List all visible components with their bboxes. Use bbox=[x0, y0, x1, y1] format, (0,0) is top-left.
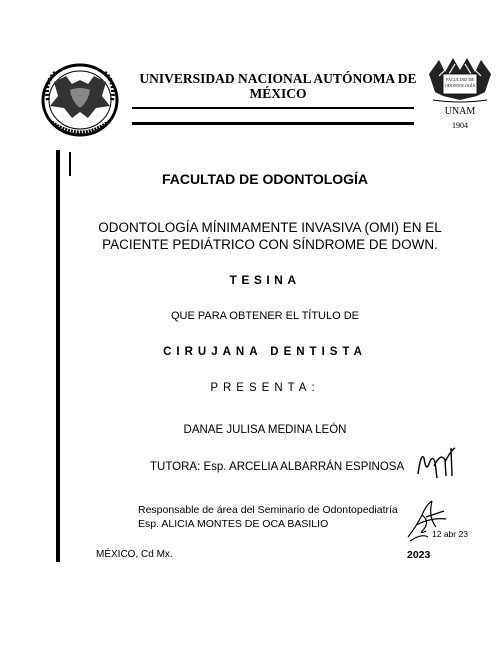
faculty-logo bbox=[425, 52, 495, 144]
degree-title: CIRUJANA DENTISTA bbox=[163, 346, 367, 358]
year-label: 2023 bbox=[407, 549, 431, 561]
tutor-signature bbox=[415, 444, 459, 482]
thesis-title-line-2: PACIENTE PEDIÁTRICO CON SÍNDROME DE DOWN. bbox=[102, 237, 438, 252]
header-rule-thick bbox=[132, 122, 414, 125]
thesis-title-line-1: ODONTOLOGÍA MÍNIMAMENTE INVASIVA (OMI) EN EL bbox=[98, 220, 442, 235]
degree-purpose: QUE PARA OBTENER EL TÍTULO DE bbox=[170, 310, 360, 322]
eagle-emblem-icon bbox=[425, 52, 495, 144]
faculty-name: FACULTAD DE ODONTOLOGÍA bbox=[161, 171, 369, 187]
logo-text-2: ODONTOLOGÍA bbox=[444, 83, 476, 88]
tutor-name: TUTORA: Esp. ARCELIA ALBARRÁN ESPINOSA bbox=[150, 461, 405, 473]
logo-text-1: FACULTAD DE bbox=[446, 77, 474, 82]
thesis-title bbox=[70, 219, 470, 253]
presents-label: PRESENTA: bbox=[210, 382, 320, 394]
header-rule-thin bbox=[132, 107, 414, 109]
signature-date: 12 abr 23 bbox=[432, 529, 468, 539]
document-type: TESINA bbox=[229, 273, 301, 287]
unam-seal-logo bbox=[40, 62, 120, 138]
city-label: MÉXICO, Cd Mx. bbox=[96, 549, 173, 560]
responsible-line-1: Responsable de área del Seminario de Odontopediatría bbox=[138, 504, 398, 516]
author-name: DANAE JULISA MEDINA LEÓN bbox=[183, 424, 347, 436]
responsible-line-2: Esp. ALICIA MONTES DE OCA BASILIO bbox=[138, 518, 329, 530]
university-name: UNIVERSIDAD NACIONAL AUTÓNOMA DE MÉXICO bbox=[139, 71, 417, 101]
logo-text-year: 1904 bbox=[452, 121, 468, 130]
logo-text-unam: UNAM bbox=[444, 106, 476, 117]
